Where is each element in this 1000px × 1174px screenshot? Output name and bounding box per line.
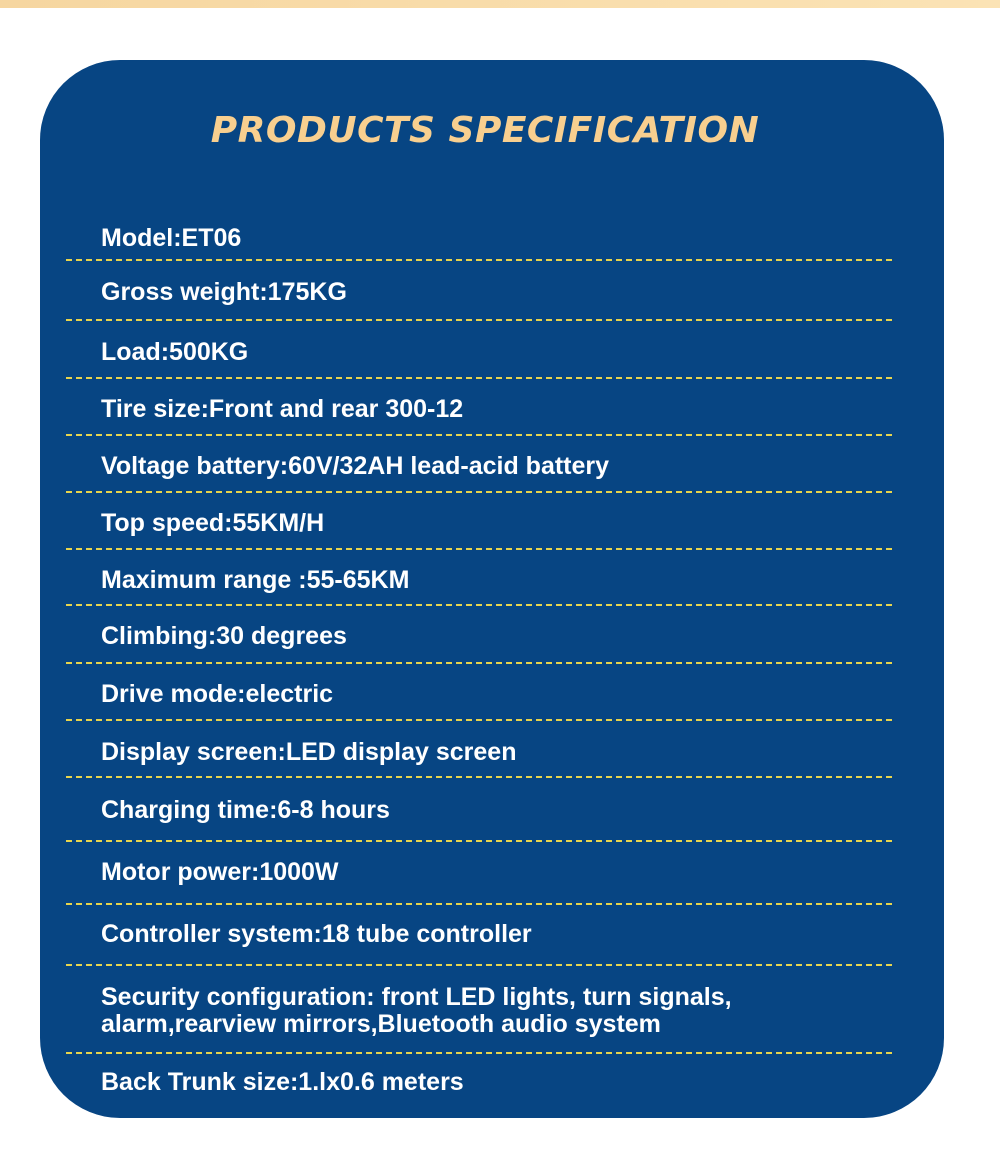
spec-item-load: Load:500KG: [101, 338, 249, 366]
spec-item-tire-size: Tire size:Front and rear 300-12: [101, 395, 464, 423]
divider: [66, 259, 892, 261]
divider: [66, 662, 892, 664]
spec-item-climbing: Climbing:30 degrees: [101, 622, 347, 650]
spec-item-motor-power: Motor power:1000W: [101, 858, 339, 886]
spec-item-charging-time: Charging time:6-8 hours: [101, 796, 390, 824]
page-title: PRODUCTS SPECIFICATION: [210, 110, 760, 151]
divider: [66, 548, 892, 550]
divider: [66, 776, 892, 778]
divider: [66, 491, 892, 493]
divider: [66, 434, 892, 436]
spec-item-security-configuration: Security configuration: front LED lights, turn signals, alarm,rearview mirrors,Bluetooth audio system: [101, 983, 732, 1038]
spec-item-display-screen: Display screen:LED display screen: [101, 738, 517, 766]
divider: [66, 604, 892, 606]
divider: [66, 719, 892, 721]
spec-item-controller-system: Controller system:18 tube controller: [101, 920, 532, 948]
divider: [66, 903, 892, 905]
divider: [66, 1052, 892, 1054]
spec-item-model: Model:ET06: [101, 224, 242, 252]
spec-item-gross-weight: Gross weight:175KG: [101, 278, 347, 306]
spec-item-voltage-battery: Voltage battery:60V/32AH lead-acid battery: [101, 452, 610, 480]
spec-item-back-trunk-size: Back Trunk size:1.lx0.6 meters: [101, 1068, 464, 1096]
spec-item-maximum-range: Maximum range :55-65KM: [101, 566, 410, 594]
spec-item-top-speed: Top speed:55KM/H: [101, 509, 325, 537]
divider: [66, 964, 892, 966]
divider: [66, 319, 892, 321]
divider: [66, 840, 892, 842]
spec-item-drive-mode: Drive mode:electric: [101, 680, 334, 708]
divider: [66, 377, 892, 379]
